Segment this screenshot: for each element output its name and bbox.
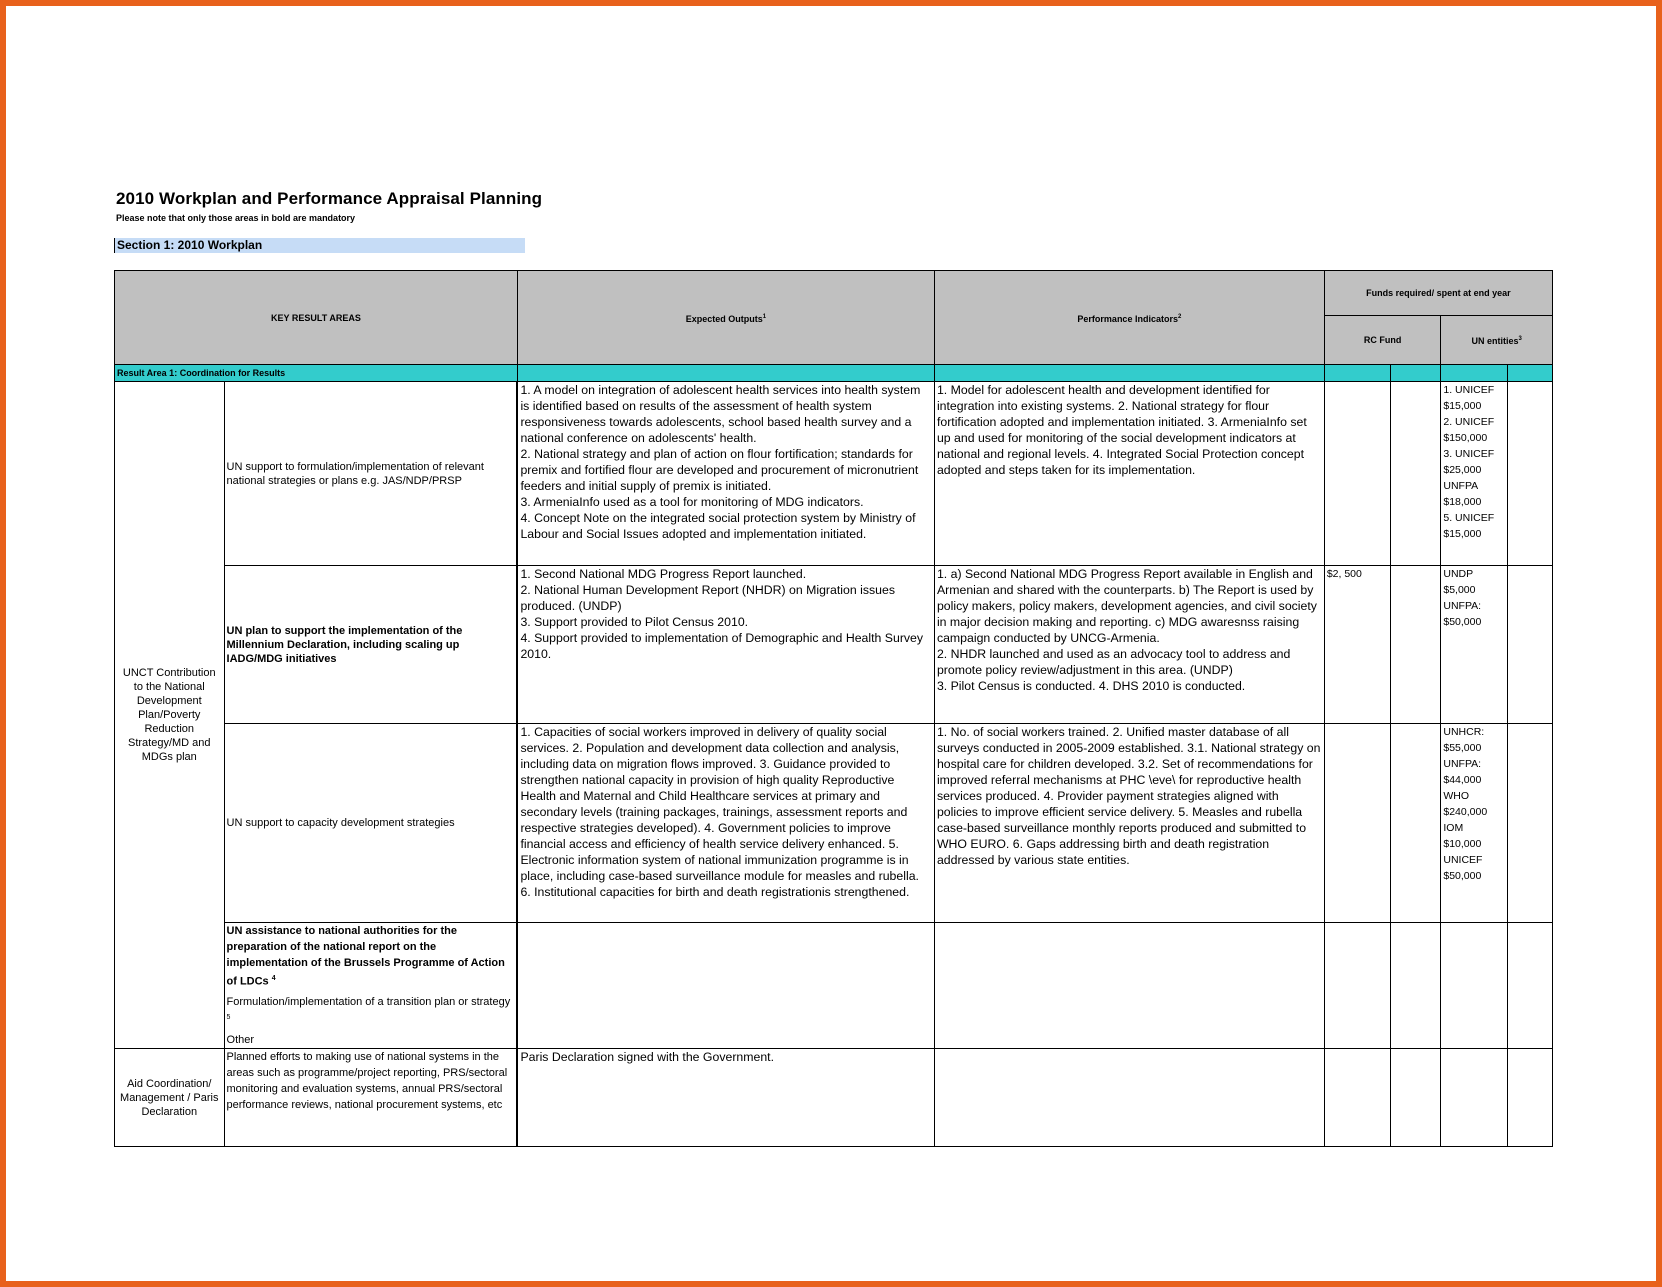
document-title: 2010 Workplan and Performance Appraisal Planning — [116, 189, 543, 208]
expected-outputs-cell: 1. Second National MDG Progress Report launched. 2. National Human Development Report (NHDR) on Migration issues produced. (UNDP) 3. Support provided to Pilot Census 2010. 4. Support provided to implementation of Demographic and Health Survey 2010. — [517, 566, 934, 724]
mandatory-note: Please note that only those areas in bold are mandatory — [116, 213, 356, 223]
header-performance-indicators — [934, 271, 1324, 365]
header-funds — [1324, 271, 1552, 316]
kra-brussels-programme — [227, 923, 515, 990]
header-un-entities-label: UN entities — [1471, 336, 1519, 346]
kra-transition-plan — [227, 994, 515, 1029]
kra-cell: UN support to capacity development strategies — [224, 724, 517, 923]
un-entities-extra-cell — [1507, 566, 1552, 724]
rc-fund-cell: $2, 500 — [1324, 566, 1390, 724]
header-rc-fund-label: RC Fund — [1363, 335, 1402, 345]
un-entities-extra-cell — [1507, 923, 1552, 1049]
footnote-1: 1 — [762, 313, 767, 320]
rc-fund-extra-cell — [1391, 923, 1441, 1049]
kra-brussels-programme-text: UN assistance to national authorities for the preparation of the national report on the implementation of the Brussels Programme of Action of LDCs — [226, 925, 505, 988]
section-title: Section 1: 2010 Workplan — [114, 238, 525, 253]
header-expected-outputs — [517, 271, 934, 365]
rc-fund-cell — [1324, 923, 1390, 1049]
rc-fund-extra-cell — [1391, 1049, 1441, 1147]
rc-fund-cell — [1324, 382, 1390, 566]
table-row — [115, 923, 1553, 1049]
result-area-fill — [1507, 365, 1552, 382]
header-rc-fund — [1324, 316, 1441, 365]
kra-transition-plan-text: Formulation/implementation of a transition plan or strategy — [226, 995, 511, 1008]
expected-outputs-cell: 1. Capacities of social workers improved in delivery of quality social services. 2. Population and development data collection and analysis, including data on migration flows improved. 3. Guidance provided to strengthen national capacity in provision of high quality Reproductive Health and Maternal and Child Healthcare services at primary and secondary levels (training packages, trainings, assessment reports and respective strategies developed). 4. Government policies to improve financial access and efficiency of health service delivery enhanced. 5. Electronic information system of national immunization programme is in place, including case-based surveillance module for measles and rubella. 6. Institutional capacities for birth and death registrationis strengthened. — [517, 724, 934, 923]
kra-cell: Planned efforts to making use of national systems in the areas such as programme/project reporting, PRS/sectoral monitoring and evaluation systems, annual PRS/sectoral performance reviews, national procurement systems, etc — [224, 1049, 517, 1147]
result-area-fill — [934, 365, 1324, 382]
footnote-5: 5 — [226, 1013, 231, 1021]
footnote-3: 3 — [1518, 336, 1522, 342]
rc-fund-extra-cell — [1391, 724, 1441, 923]
table-row — [115, 566, 1553, 724]
un-entities-cell: UNHCR: $55,000 UNFPA: $44,000 WHO $240,000 IOM $10,000 UNICEF $50,000 — [1441, 724, 1507, 923]
kra-stack-cell — [224, 923, 517, 1049]
footnote-4: 4 — [271, 975, 276, 982]
performance-indicators-cell: 1. Model for adolescent health and development identified for integration into existing systems. 2. National strategy for flour fortification adopted and implementation initiated. 3. ArmeniaInfo set up and used for monitoring of the social development indicators at national and regional levels. 4. Integrated Social Protection concept adopted and steps taken for its implementation. — [934, 382, 1324, 566]
kra-cell: UN support to formulation/implementation of relevant national strategies or plans e.g. JAS/NDP/PRSP — [224, 382, 517, 566]
performance-indicators-cell — [934, 1049, 1324, 1147]
un-entities-extra-cell — [1507, 1049, 1552, 1147]
rc-fund-cell — [1324, 1049, 1390, 1147]
header-key-result-areas-label: KEY RESULT AREAS — [271, 312, 361, 323]
table-row — [115, 724, 1553, 923]
un-entities-cell — [1441, 1049, 1507, 1147]
group-unct-contribution: UNCT Contribution to the National Development Plan/Poverty Reduction Strategy/MD and MDGs plan — [115, 382, 225, 1049]
expected-outputs-cell — [517, 923, 934, 1049]
result-area-fill — [1324, 365, 1390, 382]
header-key-result-areas — [115, 271, 518, 365]
footnote-2: 2 — [1177, 313, 1182, 320]
group-aid-coordination: Aid Coordination/ Management / Paris Declaration — [115, 1049, 225, 1147]
header-un-entities — [1441, 316, 1553, 365]
result-area-fill — [1391, 365, 1441, 382]
un-entities-extra-cell — [1507, 382, 1552, 566]
rc-fund-cell — [1324, 724, 1390, 923]
un-entities-cell: UNDP $5,000 UNFPA: $50,000 — [1441, 566, 1507, 724]
result-area-row — [115, 365, 1553, 382]
un-entities-extra-cell — [1507, 724, 1552, 923]
performance-indicators-cell: 1. a) Second National MDG Progress Report available in English and Armenian and shared with the counterparts. b) The Report is used by policy makers, policy makers, development agencies, and civil society in major decision making and reporting. c) MDG awaresnss raising campaign conducted by UNCG-Armenia. 2. NHDR launched and used as an advocacy tool to address and promote policy review/adjustment in this area. (UNDP) 3. Pilot Census is conducted. 4. DHS 2010 is conducted. — [934, 566, 1324, 724]
kra-other: Other — [226, 1034, 255, 1047]
header-performance-indicators-label: Performance Indicators — [1077, 313, 1178, 324]
result-area-fill — [1441, 365, 1507, 382]
header-funds-label: Funds required/ spent at end year — [1366, 288, 1511, 298]
workplan-table — [114, 270, 1553, 1147]
table-row — [115, 382, 1553, 566]
un-entities-cell — [1441, 923, 1507, 1049]
expected-outputs-cell: 1. A model on integration of adolescent health services into health system is identified based on results of the assessment of health system responsiveness towards adolescents, school based health survey and a national conference on adolescents' health. 2. National strategy and plan of action on flour fortification; standards for premix and fortified flour are developed and procurement of micronutrient feeders and initial supply of premix is initiated. 3. ArmeniaInfo used as a tool for monitoring of MDG indicators. 4. Concept Note on the integrated social protection system by Ministry of Labour and Social Issues adopted and implementation initiated. — [517, 382, 934, 566]
expected-outputs-cell: Paris Declaration signed with the Government. — [517, 1049, 934, 1147]
un-entities-cell: 1. UNICEF $15,000 2. UNICEF $150,000 3. UNICEF $25,000 UNFPA $18,000 5. UNICEF $15,000 — [1441, 382, 1507, 566]
rc-fund-extra-cell — [1391, 382, 1441, 566]
header-expected-outputs-label: Expected Outputs — [685, 313, 763, 324]
result-area-fill — [517, 365, 934, 382]
document-page — [6, 6, 1656, 1281]
performance-indicators-cell: 1. No. of social workers trained. 2. Unified master database of all surveys conducted in 2005-2009 established. 3.1. National strategy on hospital care for children developed. 3.2. Set of recommendations for improved referral mechanisms at PHC \eve\ for reproductive health services produced. 4. Provider payment strategies aligned with policies to improve efficient service delivery. 5. Measles and rubella case-based surveillance monthly reports produced and submitted to WHO EURO. 6. Gaps addressing birth and death registration addressed by various state entities. — [934, 724, 1324, 923]
performance-indicators-cell — [934, 923, 1324, 1049]
table-row — [115, 1049, 1553, 1147]
result-area-label: Result Area 1: Coordination for Results — [115, 365, 518, 382]
rc-fund-extra-cell — [1391, 566, 1441, 724]
kra-cell: UN plan to support the implementation of the Millennium Declaration, including scaling up IADG/MDG initiatives — [224, 566, 517, 724]
